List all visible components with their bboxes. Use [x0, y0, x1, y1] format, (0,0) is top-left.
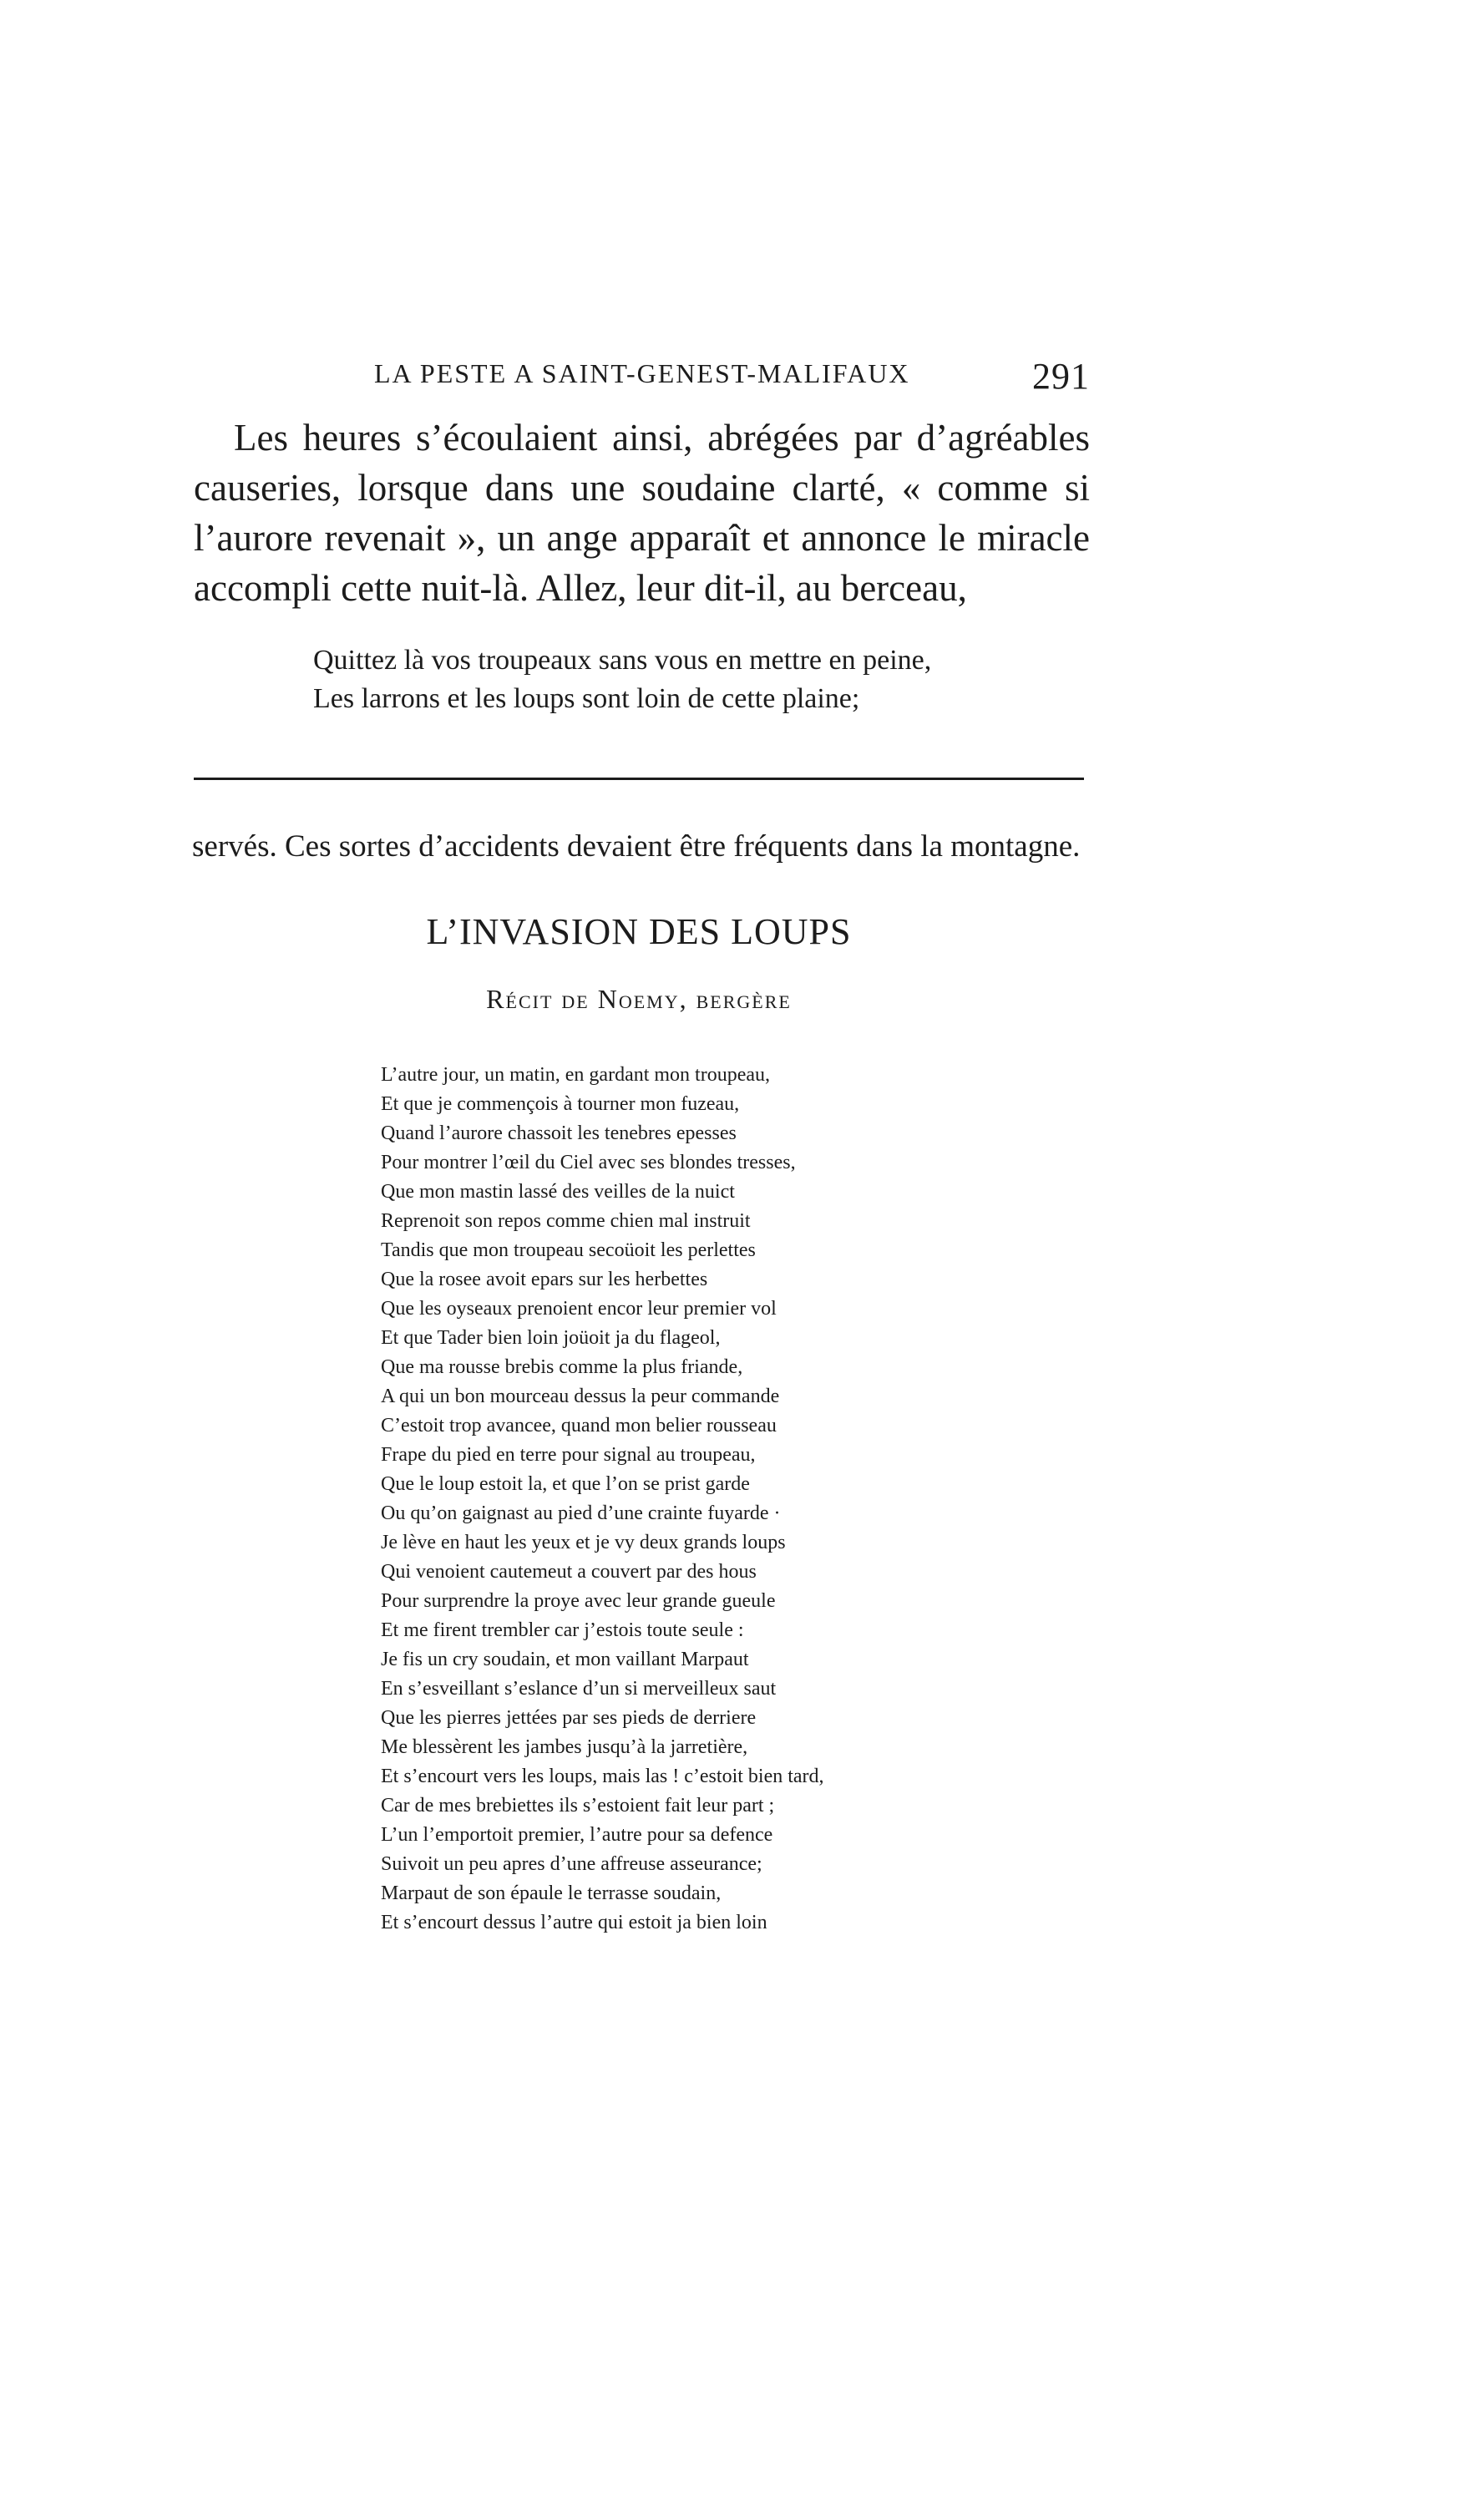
poem-line: Que les oyseaux prenoient encor leur premier vol — [381, 1298, 777, 1320]
poem-line: Que le loup estoit la, et que l’on se prist garde — [381, 1473, 750, 1495]
poem-line: Que les pierres jettées par ses pieds de derriere — [381, 1707, 757, 1729]
poem-line: Quand l’aurore chassoit les tenebres epesses — [381, 1122, 737, 1144]
poem-line: A qui un bon mourceau dessus la peur commande — [381, 1386, 780, 1407]
intro-paragraph: Les heures s’écoulaient ainsi, abrégées par d’agréables causeries, lorsque dans une soudaine clarté, « comme si l’aurore revenait », un ange apparaît et annonce le miracle accompli cette nuit-là. Allez, leur dit-il, au berceau, — [194, 417, 1090, 609]
poem-line: Suivoit un peu apres d’une affreuse asseurance; — [381, 1853, 762, 1875]
section-subtitle: Récit de Noemy, bergère — [486, 984, 792, 1014]
verse-line: Quittez là vos troupeaux sans vous en mettre en peine, — [313, 645, 932, 676]
poem-line: Marpaut de son épaule le terrasse soudain, — [381, 1882, 722, 1904]
poem — [381, 1061, 824, 1938]
poem-line: Et que je commençois à tourner mon fuzeau, — [381, 1093, 740, 1115]
poem-line: Et s’encourt dessus l’autre qui estoit ja bien loin — [381, 1912, 767, 1933]
poem-line: Tandis que mon troupeau secoüoit les perlettes — [381, 1239, 756, 1261]
page-number: 291 — [1032, 356, 1090, 397]
poem-line: C’estoit trop avancee, quand mon belier rousseau — [381, 1415, 777, 1437]
poem-line: Frape du pied en terre pour signal au troupeau, — [381, 1444, 756, 1466]
poem-line: Que mon mastin lassé des veilles de la nuict — [381, 1181, 735, 1203]
poem-line: Je fis un cry soudain, et mon vaillant Marpaut — [381, 1649, 749, 1670]
poem-line: Car de mes brebiettes ils s’estoient fait leur part ; — [381, 1795, 775, 1817]
running-title: LA PESTE A SAINT-GENEST-MALIFAUX — [374, 358, 910, 388]
poem-line: En s’esveillant s’eslance d’un si merveilleux saut — [381, 1678, 777, 1700]
poem-line: Qui venoient cautemeut a couvert par des hous — [381, 1561, 757, 1583]
poem-line: Que ma rousse brebis comme la plus friande, — [381, 1356, 743, 1378]
poem-line: Que la rosee avoit epars sur les herbettes — [381, 1269, 708, 1290]
poem-line: Reprenoit son repos comme chien mal instruit — [381, 1210, 751, 1232]
intro-paragraph-block — [194, 413, 1090, 613]
poem-line: L’autre jour, un matin, en gardant mon troupeau, — [381, 1064, 771, 1086]
poem-line: Et que Tader bien loin joüoit ja du flageol, — [381, 1327, 721, 1349]
poem-line: Pour surprendre la proye avec leur grande gueule — [381, 1590, 776, 1612]
section-title: L’INVASION DES LOUPS — [426, 911, 852, 952]
running-head — [374, 355, 1090, 405]
poem-line: Pour montrer l’œil du Ciel avec ses blondes tresses, — [381, 1152, 796, 1173]
footnote-text: servés. Ces sortes d’accidents devaient être fréquents dans la montagne. — [192, 829, 1081, 864]
footnote-rule — [194, 778, 1084, 780]
poem-line: Je lève en haut les yeux et je vy deux grands loups — [381, 1532, 786, 1553]
poem-line: Me blessèrent les jambes jusqu’à la jarretière, — [381, 1736, 748, 1758]
poem-line: Ou qu’on gaignast au pied d’une crainte fuyarde · — [381, 1502, 781, 1524]
poem-line: L’un l’emportoit premier, l’autre pour sa defence — [381, 1824, 773, 1846]
poem-line: Et me firent trembler car j’estois toute seule : — [381, 1619, 744, 1641]
verse-line: Les larrons et les loups sont loin de cette plaine; — [313, 683, 860, 714]
verse-quote — [313, 641, 931, 718]
poem-line: Et s’encourt vers les loups, mais las ! c’estoit bien tard, — [381, 1766, 824, 1787]
